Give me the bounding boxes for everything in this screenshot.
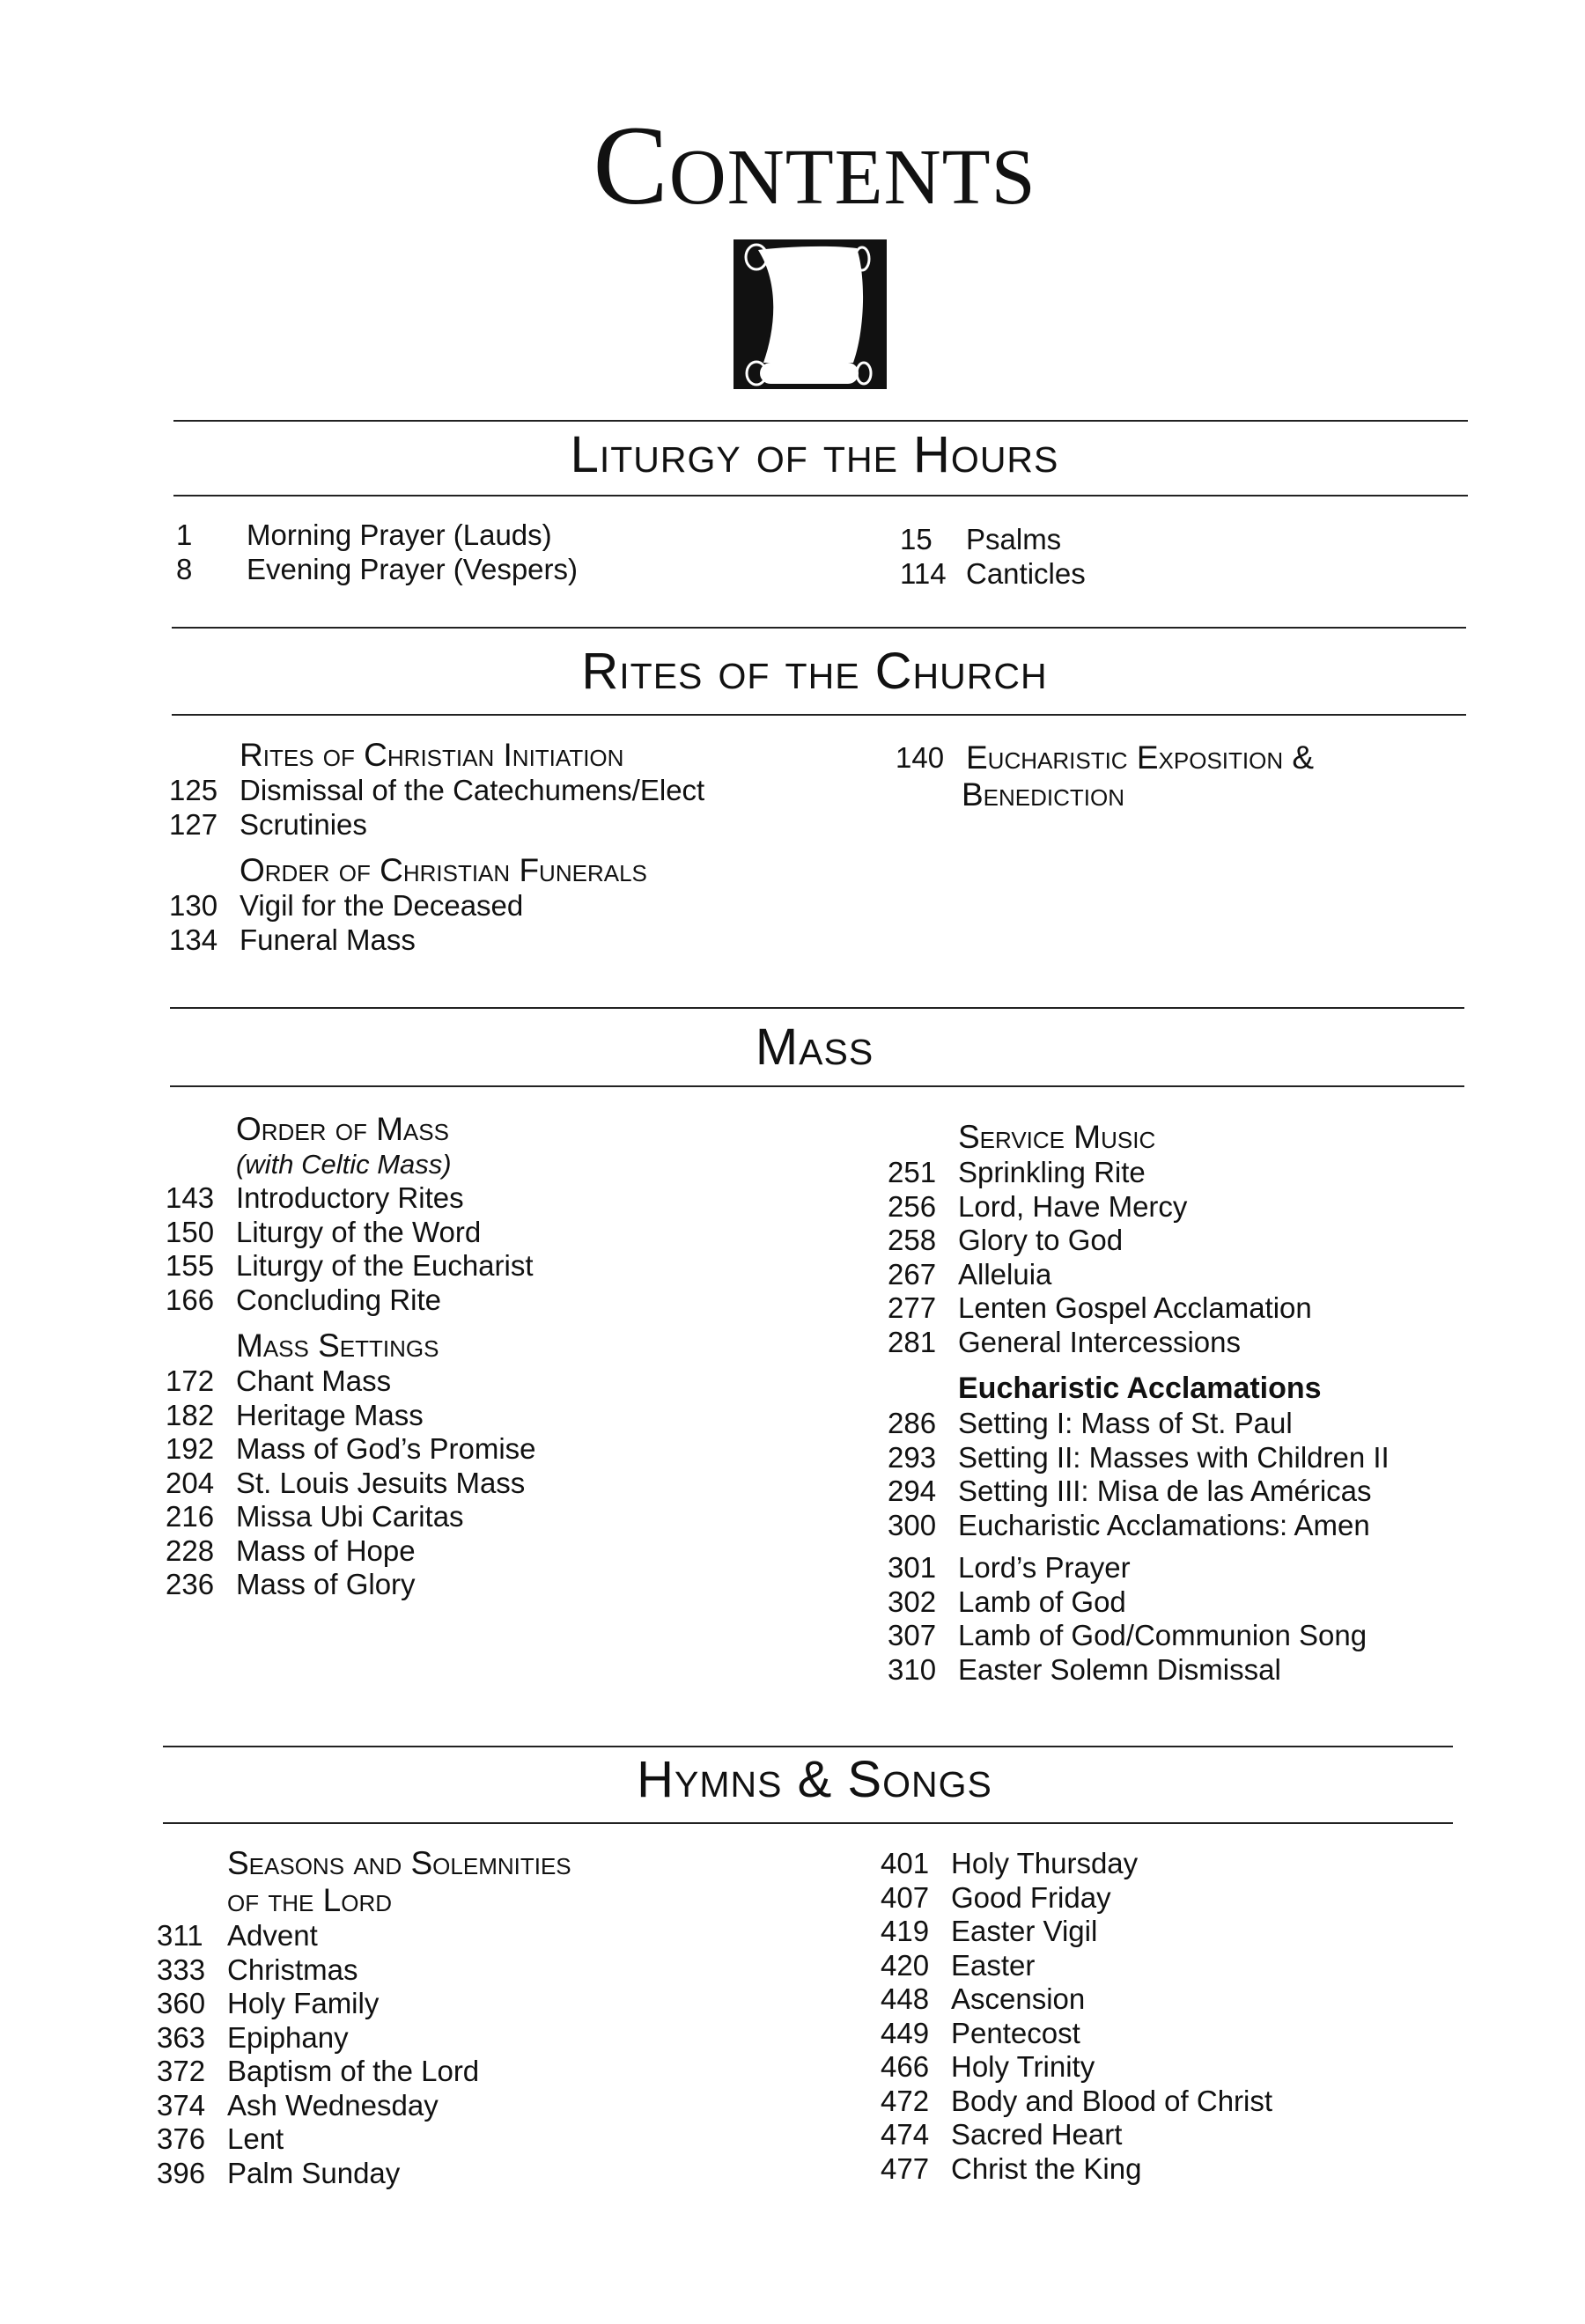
page-number: 267 — [888, 1257, 937, 1291]
toc-entry[interactable] — [157, 2157, 571, 2191]
entry-group — [157, 1845, 571, 2190]
toc-entry[interactable] — [176, 518, 578, 553]
section-left-column — [176, 518, 578, 586]
toc-entry[interactable] — [169, 808, 704, 842]
toc-entry[interactable] — [888, 1441, 1390, 1475]
entry-label: Ascension — [951, 1982, 1086, 2015]
page-number: 310 — [888, 1652, 937, 1686]
toc-entry[interactable] — [881, 2017, 1272, 2051]
toc-entry[interactable] — [881, 2050, 1272, 2085]
entry-label: St. Louis Jesuits Mass — [236, 1466, 526, 1499]
toc-entry[interactable] — [157, 2055, 571, 2089]
toc-entry[interactable] — [900, 557, 1086, 592]
page-number: 256 — [888, 1189, 937, 1223]
toc-entry[interactable] — [888, 1258, 1390, 1292]
toc-entry[interactable] — [169, 923, 704, 958]
entry-label: Setting III: Misa de las Américas — [958, 1475, 1372, 1507]
page-number: 114 — [900, 556, 947, 590]
page-number: 294 — [888, 1475, 937, 1507]
page-number: 251 — [888, 1156, 937, 1188]
entry-label: Mass of Glory — [236, 1568, 416, 1600]
entry-label: Advent — [227, 1919, 318, 1952]
toc-entry[interactable] — [900, 523, 1086, 557]
entry-label: Holy Trinity — [951, 2050, 1095, 2083]
entry-label: Funeral Mass — [240, 923, 416, 956]
toc-entry[interactable] — [166, 1534, 536, 1569]
page-number: 258 — [888, 1224, 937, 1256]
toc-entry[interactable] — [169, 774, 704, 808]
toc-entry[interactable] — [888, 1475, 1390, 1509]
entry-label: Liturgy of the Eucharist — [236, 1249, 534, 1282]
entry-group — [166, 1327, 536, 1602]
toc-entry[interactable] — [888, 1407, 1390, 1441]
page-number: 192 — [166, 1432, 215, 1465]
entry-label: Mass of God’s Promise — [236, 1432, 536, 1465]
toc-entry[interactable] — [888, 1224, 1390, 1258]
page-number: 286 — [888, 1407, 937, 1439]
page-number: 449 — [881, 2016, 930, 2049]
page-number: 8 — [176, 552, 193, 585]
subheading: Seasons and Solemnities — [227, 1845, 571, 1881]
page-number: 277 — [888, 1291, 937, 1324]
page-number: 155 — [166, 1249, 215, 1282]
toc-entry[interactable] — [881, 1949, 1272, 1983]
entry-group — [900, 523, 1086, 591]
toc-entry[interactable] — [166, 1399, 536, 1433]
entry-group — [881, 1847, 1272, 2186]
toc-entry[interactable] — [881, 1881, 1272, 1916]
entry-label: Pentecost — [951, 2016, 1080, 2049]
divider — [170, 1085, 1464, 1087]
toc-entry[interactable] — [166, 1500, 536, 1534]
entry-label: Setting I: Mass of St. Paul — [958, 1407, 1293, 1439]
page-number: 333 — [157, 1953, 206, 1986]
subheading: Order of Mass — [236, 1111, 449, 1147]
entry-label: Morning Prayer (Lauds) — [247, 518, 552, 551]
entry-label: Christmas — [227, 1953, 358, 1986]
entry-label: Mass of Hope — [236, 1533, 416, 1567]
entry-group — [166, 1111, 536, 1317]
entry-label: General Intercessions — [958, 1325, 1241, 1358]
section-right-column — [896, 741, 1314, 814]
page-number: 166 — [166, 1283, 215, 1316]
page-number: 420 — [881, 1948, 930, 1982]
entry-label: Lord, Have Mercy — [958, 1189, 1188, 1223]
entry-label: Holy Thursday — [951, 1847, 1139, 1879]
toc-entry[interactable] — [157, 2021, 571, 2056]
page-number: 376 — [157, 2122, 206, 2155]
section-heading: Rites of the Church — [581, 643, 1048, 700]
toc-entry[interactable] — [881, 1982, 1272, 2017]
page-number: 127 — [169, 807, 218, 841]
page-number: 396 — [157, 2156, 206, 2189]
entry-label: Holy Family — [227, 1987, 380, 2019]
section-left-column — [166, 1111, 536, 1602]
entry-label: Sacred Heart — [951, 2118, 1123, 2151]
divider — [170, 1007, 1464, 1009]
toc-entry[interactable] — [166, 1364, 536, 1399]
entry-label: Christ the King — [951, 2151, 1142, 2185]
entry-label: Sprinkling Rite — [958, 1156, 1146, 1188]
toc-entry[interactable] — [157, 1987, 571, 2021]
toc-entry[interactable] — [888, 1291, 1390, 1326]
toc-entry[interactable] — [169, 889, 704, 923]
subheading: Mass Settings — [236, 1327, 439, 1364]
subheading-note: (with Celtic Mass) — [236, 1149, 452, 1180]
toc-entry[interactable] — [888, 1190, 1390, 1225]
entry-label: Lenten Gospel Acclamation — [958, 1291, 1312, 1324]
toc-entry[interactable] — [157, 2089, 571, 2123]
entry-label: Lord’s Prayer — [958, 1551, 1131, 1584]
toc-entry[interactable] — [157, 2122, 571, 2157]
page-number: 474 — [881, 2118, 930, 2151]
page-number: 182 — [166, 1398, 215, 1431]
entry-label: Setting II: Masses with Children II — [958, 1440, 1390, 1474]
entry-label: Evening Prayer (Vespers) — [247, 552, 579, 585]
page-number: 311 — [157, 1919, 203, 1952]
section-heading: Mass — [755, 1019, 874, 1076]
entry-label: Heritage Mass — [236, 1398, 424, 1431]
page-number: 143 — [166, 1181, 215, 1214]
entry-group — [888, 1551, 1390, 1687]
toc-entry[interactable] — [166, 1568, 536, 1602]
toc-entry[interactable] — [176, 553, 578, 587]
subheading: Eucharistic Acclamations — [958, 1372, 1322, 1405]
entry-label: Concluding Rite — [236, 1283, 441, 1316]
toc-entry[interactable] — [881, 2085, 1272, 2119]
toc-entry[interactable] — [166, 1467, 536, 1501]
section-left-column — [157, 1845, 571, 2190]
entry-label: Scrutinies — [240, 807, 367, 841]
entry-label: Lamb of God/Communion Song — [958, 1619, 1368, 1651]
entry-group — [169, 852, 704, 957]
entry-label: Dismissal of the Catechumens/Elect — [240, 774, 705, 806]
entry-label: Eucharistic Acclamations: Amen — [958, 1508, 1370, 1541]
page-number: 216 — [166, 1500, 215, 1533]
page-number: 150 — [166, 1215, 215, 1248]
page-number: 401 — [881, 1847, 930, 1879]
divider — [173, 420, 1468, 422]
page-number: 407 — [881, 1880, 930, 1914]
entry-label: Canticles — [966, 556, 1086, 590]
page-number: 363 — [157, 2020, 206, 2054]
entry-group — [888, 1370, 1390, 1542]
section-right-column — [888, 1119, 1390, 1687]
page-number: 300 — [888, 1508, 937, 1541]
entry-label: Palm Sunday — [227, 2156, 401, 2189]
section-right-column — [900, 523, 1086, 591]
entry-label: Introductory Rites — [236, 1181, 464, 1214]
entry-label: Good Friday — [951, 1880, 1111, 1914]
page-number: 472 — [881, 2084, 930, 2117]
entry-label: Easter — [951, 1948, 1036, 1982]
page-number: 293 — [888, 1440, 937, 1474]
toc-entry[interactable] — [888, 1551, 1390, 1585]
subheading: Rites of Christian Initiation — [240, 737, 624, 773]
entry-group — [888, 1119, 1390, 1359]
entry-label: Epiphany — [227, 2020, 349, 2054]
toc-entry[interactable] — [896, 741, 1314, 776]
toc-entry[interactable] — [881, 1847, 1272, 1881]
entry-label: Missa Ubi Caritas — [236, 1500, 464, 1533]
entry-label: Vigil for the Deceased — [240, 889, 524, 922]
page-number: 204 — [166, 1466, 215, 1499]
toc-entry[interactable] — [166, 1249, 536, 1283]
page-number: 140 — [896, 741, 945, 774]
toc-entry[interactable] — [881, 2152, 1272, 2187]
page-number: 125 — [169, 774, 218, 806]
page-number: 307 — [888, 1619, 937, 1651]
page-number: 15 — [900, 523, 933, 555]
page-number: 477 — [881, 2151, 930, 2185]
toc-entry[interactable] — [888, 1653, 1390, 1688]
entry-label: Psalms — [966, 523, 1062, 555]
page-number: 236 — [166, 1568, 215, 1600]
divider — [172, 627, 1466, 629]
entry-label: Lent — [227, 2122, 284, 2155]
divider — [163, 1822, 1453, 1824]
page-number: 466 — [881, 2050, 930, 2083]
toc-entry[interactable] — [888, 1156, 1390, 1190]
divider — [163, 1746, 1453, 1747]
toc-entry[interactable] — [157, 1919, 571, 1953]
subheading: Service Music — [958, 1119, 1156, 1155]
scroll-icon — [734, 239, 887, 389]
entry-group — [176, 518, 578, 586]
section-left-column — [169, 737, 704, 957]
entry-label: Chant Mass — [236, 1364, 392, 1397]
page-number: 419 — [881, 1915, 930, 1947]
entry-label: Ash Wednesday — [227, 2088, 439, 2122]
entry-label: Lamb of God — [958, 1585, 1126, 1618]
page-number: 448 — [881, 1982, 930, 2015]
divider — [173, 495, 1468, 496]
entry-label-continued: Benediction — [962, 776, 1125, 813]
page-number: 301 — [888, 1551, 937, 1584]
entry-label: Eucharistic Exposition & — [966, 739, 1315, 776]
toc-entry[interactable] — [166, 1181, 536, 1216]
toc-entry[interactable] — [166, 1216, 536, 1250]
toc-entry[interactable] — [881, 2118, 1272, 2152]
page-number: 134 — [169, 923, 218, 956]
toc-entry[interactable] — [157, 1953, 571, 1988]
toc-entry[interactable] — [888, 1585, 1390, 1620]
entry-group — [169, 737, 704, 842]
toc-entry[interactable] — [166, 1432, 536, 1467]
section-heading: Hymns & Songs — [637, 1751, 992, 1808]
entry-label: Body and Blood of Christ — [951, 2084, 1273, 2117]
entry-label: Easter Solemn Dismissal — [958, 1652, 1281, 1686]
toc-entry[interactable] — [888, 1619, 1390, 1653]
toc-entry[interactable] — [888, 1509, 1390, 1543]
entry-label: Glory to God — [958, 1224, 1124, 1256]
subheading: Order of Christian Funerals — [240, 852, 647, 888]
page-title: Contents — [593, 103, 1036, 228]
section-heading: Liturgy of the Hours — [570, 426, 1059, 483]
entry-label: Baptism of the Lord — [227, 2055, 480, 2087]
page-number: 172 — [166, 1364, 215, 1397]
page-number: 281 — [888, 1325, 937, 1358]
entry-label: Easter Vigil — [951, 1915, 1098, 1947]
page-number: 374 — [157, 2088, 206, 2122]
page-number: 372 — [157, 2055, 206, 2087]
entry-group — [896, 741, 1314, 814]
subheading: of the Lord — [227, 1882, 393, 1918]
page-number: 228 — [166, 1533, 215, 1567]
page-number: 130 — [169, 889, 218, 922]
entry-label: Liturgy of the Word — [236, 1215, 482, 1248]
toc-entry[interactable] — [888, 1326, 1390, 1360]
toc-entry[interactable] — [881, 1915, 1272, 1949]
toc-entry[interactable] — [166, 1283, 536, 1318]
section-right-column — [881, 1847, 1272, 2186]
entry-label: Alleluia — [958, 1257, 1052, 1291]
page-number: 1 — [176, 518, 193, 551]
divider — [172, 714, 1466, 716]
page-number: 360 — [157, 1987, 206, 2019]
page-number: 302 — [888, 1585, 937, 1618]
